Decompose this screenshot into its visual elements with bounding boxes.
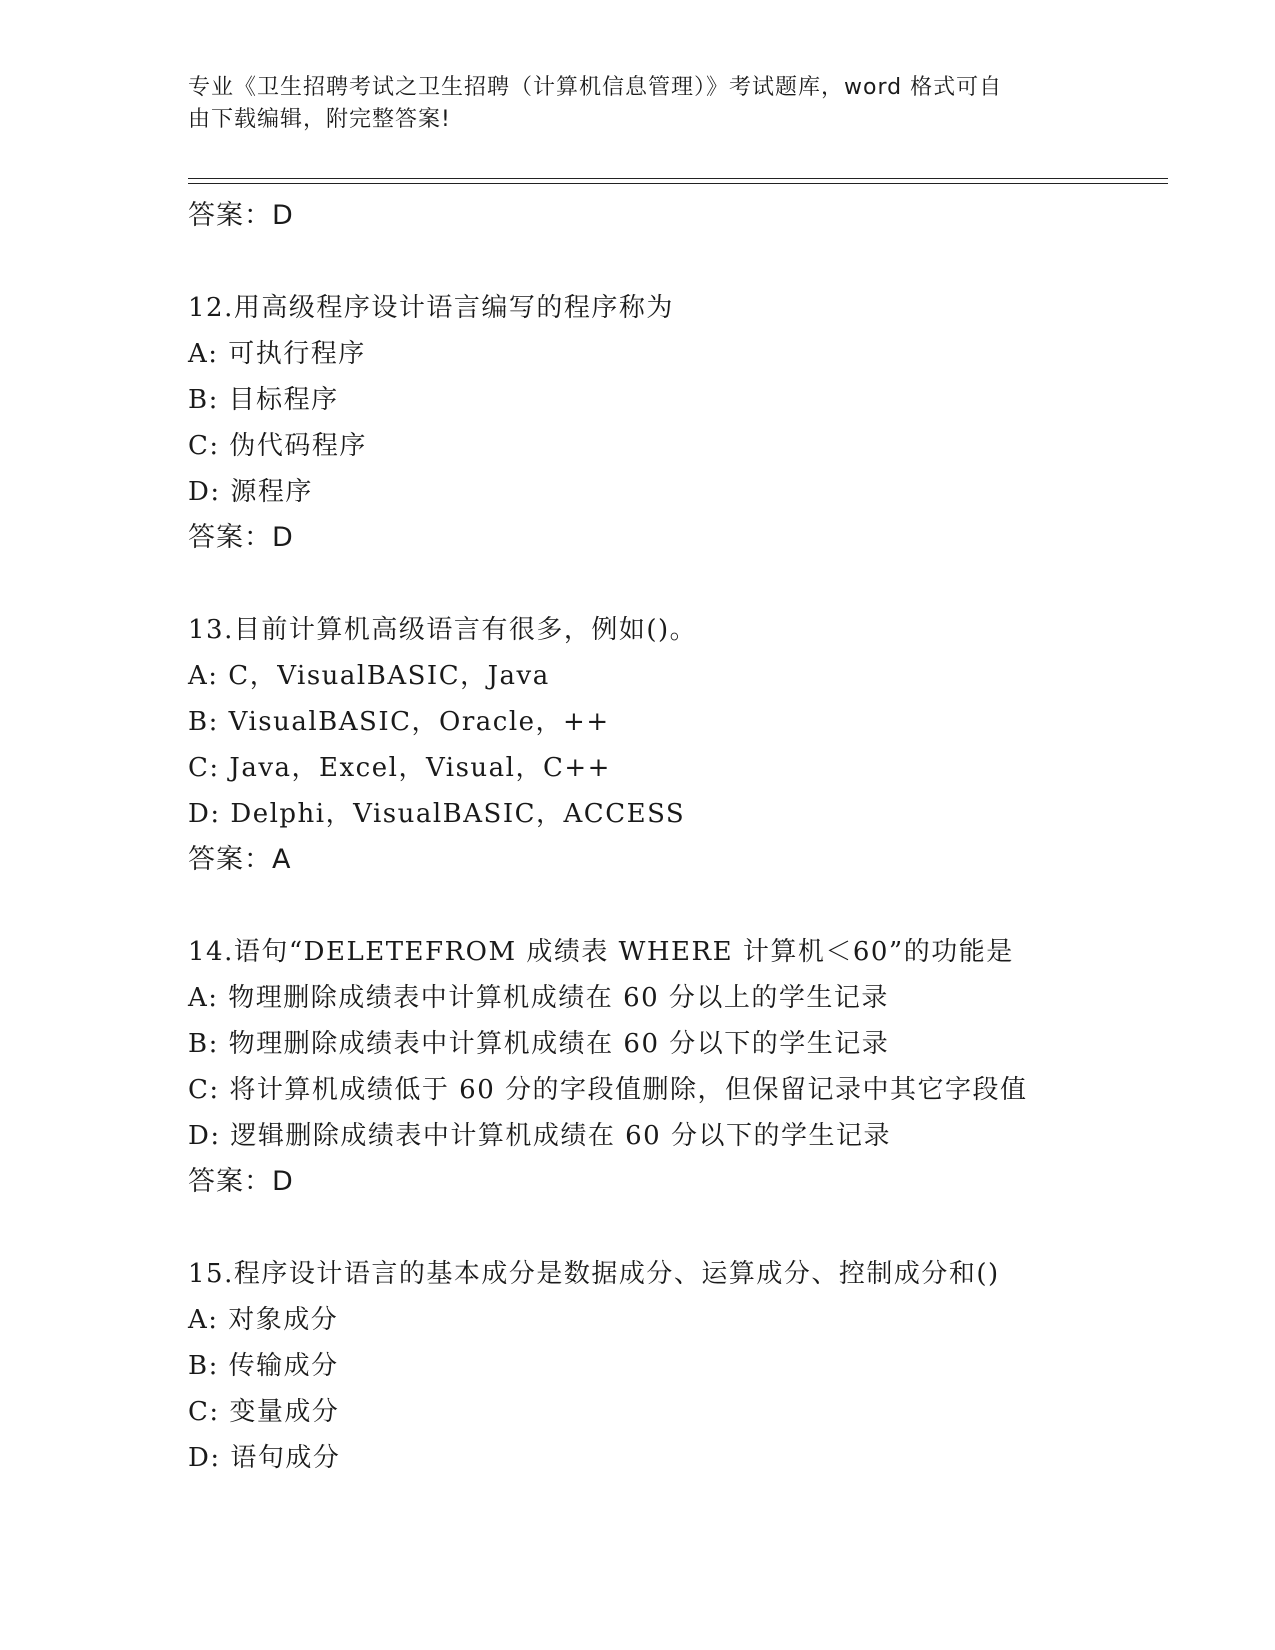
option-b: B: 传输成分 [188, 1351, 339, 1381]
option-b: B: 目标程序 [188, 385, 339, 415]
option-b: B: 物理删除成绩表中计算机成绩在 60 分以下的学生记录 [188, 1029, 890, 1059]
option-d: D: 源程序 [188, 477, 313, 507]
question-text: 15.程序设计语言的基本成分是数据成分、运算成分、控制成分和() [188, 1259, 1000, 1289]
option-d: D: Delphi，VisualBASIC，ACCESS [188, 799, 686, 829]
question-text: 13.目前计算机高级语言有很多，例如()。 [188, 615, 698, 645]
spacer [188, 883, 1148, 929]
option-a: A: 可执行程序 [188, 339, 366, 369]
question-list [188, 193, 1148, 1481]
option-d: D: 逻辑删除成绩表中计算机成绩在 60 分以下的学生记录 [188, 1121, 891, 1151]
spacer [188, 239, 1148, 285]
answer: 答案：D [188, 1166, 294, 1197]
header-divider-bottom [188, 183, 1168, 184]
question-text: 14.语句“DELETEFROM 成绩表 WHERE 计算机＜60”的功能是 [188, 937, 1014, 967]
answer: 答案：D [188, 522, 294, 553]
option-c: C: 变量成分 [188, 1397, 340, 1427]
option-b: B: VisualBASIC，Oracle，++ [188, 707, 610, 737]
spacer [188, 1205, 1148, 1251]
option-c: C: 伪代码程序 [188, 431, 367, 461]
question-12 [188, 285, 1148, 561]
document-header [188, 72, 1068, 136]
option-d: D: 语句成分 [188, 1443, 341, 1473]
option-a: A: C，VisualBASIC，Java [188, 661, 550, 691]
header-line-1: 专业《卫生招聘考试之卫生招聘（计算机信息管理）》考试题库，word 格式可自 [188, 75, 1003, 100]
question-15 [188, 1251, 1148, 1481]
option-c: C: Java，Excel，Visual，C++ [188, 753, 611, 783]
question-text: 12.用高级程序设计语言编写的程序称为 [188, 293, 674, 323]
answer-11: 答案：D [188, 200, 294, 231]
header-line-2: 由下载编辑，附完整答案! [188, 107, 451, 132]
option-c: C: 将计算机成绩低于 60 分的字段值删除，但保留记录中其它字段值 [188, 1075, 1028, 1105]
spacer [188, 561, 1148, 607]
question-14 [188, 929, 1148, 1205]
option-a: A: 对象成分 [188, 1305, 339, 1335]
header-divider-top [188, 178, 1168, 179]
option-a: A: 物理删除成绩表中计算机成绩在 60 分以上的学生记录 [188, 983, 889, 1013]
answer: 答案：A [188, 844, 292, 875]
question-13 [188, 607, 1148, 883]
